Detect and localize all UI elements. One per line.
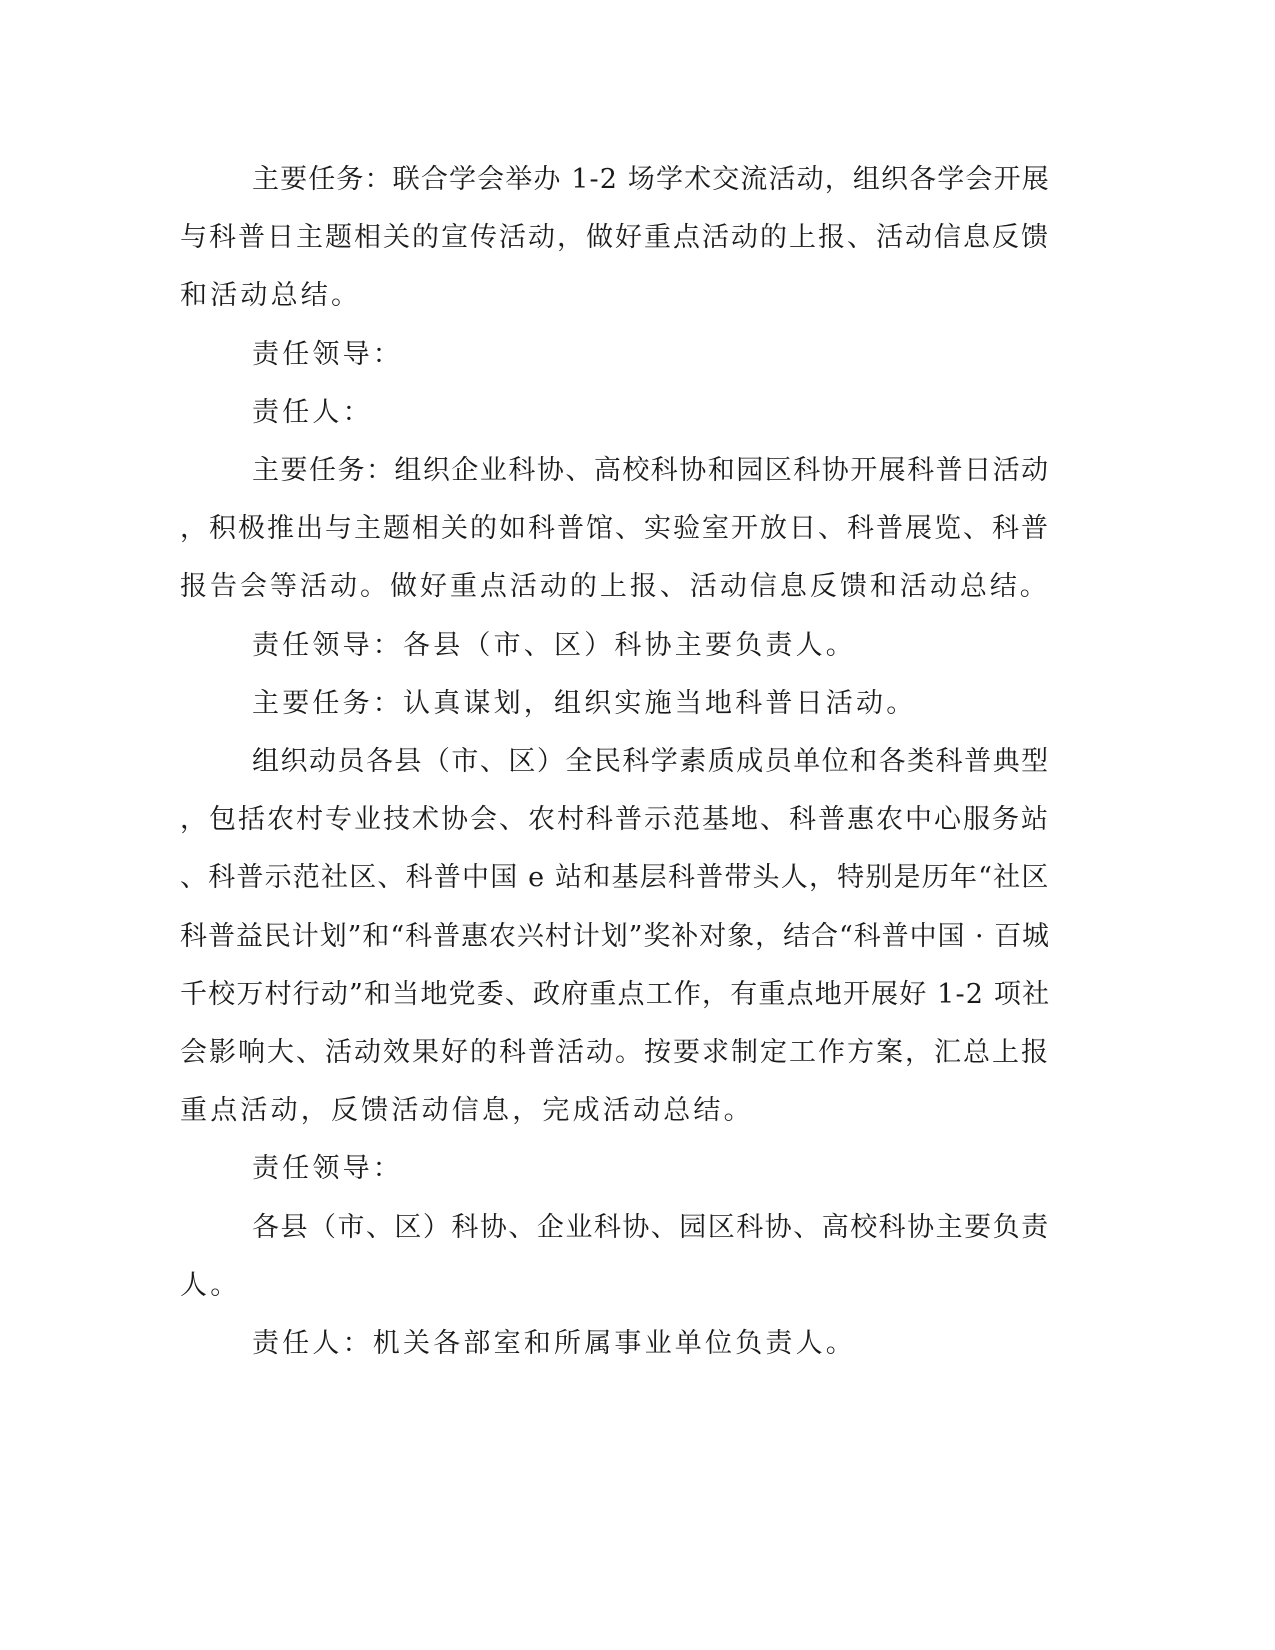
text-line: 组织动员各县（市、区）全民科学素质成员单位和各类科普典型 bbox=[252, 746, 1050, 778]
text-line: ，包括农村专业技术协会、农村科普示范基地、科普惠农中心服务站 bbox=[180, 804, 1050, 836]
text-line: ，积极推出与主题相关的如科普馆、实验室开放日、科普展览、科普 bbox=[180, 513, 1050, 545]
text-line: 责任人：机关各部室和所属事业单位负责人。 bbox=[252, 1328, 856, 1360]
text-line: 科普益民计划”和“科普惠农兴村计划”奖补对象，结合“科普中国 · 百城 bbox=[180, 920, 1050, 952]
text-line: 人。 bbox=[180, 1269, 241, 1301]
text-line: 主要任务：组织企业科协、高校科协和园区科协开展科普日活动 bbox=[252, 455, 1050, 487]
text-line: 责任人： bbox=[252, 396, 373, 428]
text-line: 各县（市、区）科协、企业科协、园区科协、高校科协主要负责 bbox=[252, 1211, 1050, 1243]
text-line: 和活动总结。 bbox=[180, 280, 362, 312]
text-line: 主要任务：联合学会举办 1-2 场学术交流活动，组织各学会开展 bbox=[252, 164, 1050, 195]
text-line: 重点活动，反馈活动信息，完成活动总结。 bbox=[180, 1095, 754, 1127]
text-line: 、科普示范社区、科普中国 e 站和基层科普带头人，特别是历年“社区 bbox=[180, 862, 1050, 894]
text-line: 责任领导：各县（市、区）科协主要负责人。 bbox=[252, 629, 856, 661]
text-line: 报告会等活动。做好重点活动的上报、活动信息反馈和活动总结。 bbox=[180, 571, 1050, 603]
document-body bbox=[180, 151, 1051, 1373]
text-line: 责任领导： bbox=[252, 338, 403, 370]
text-line: 千校万村行动”和当地党委、政府重点工作，有重点地开展好 1-2 项社 bbox=[180, 978, 1051, 1010]
text-line: 责任领导： bbox=[252, 1153, 403, 1185]
text-line: 会影响大、活动效果好的科普活动。按要求制定工作方案，汇总上报 bbox=[180, 1037, 1050, 1069]
text-line: 主要任务：认真谋划，组织实施当地科普日活动。 bbox=[252, 687, 917, 719]
text-line: 与科普日主题相关的宣传活动，做好重点活动的上报、活动信息反馈 bbox=[180, 222, 1050, 254]
